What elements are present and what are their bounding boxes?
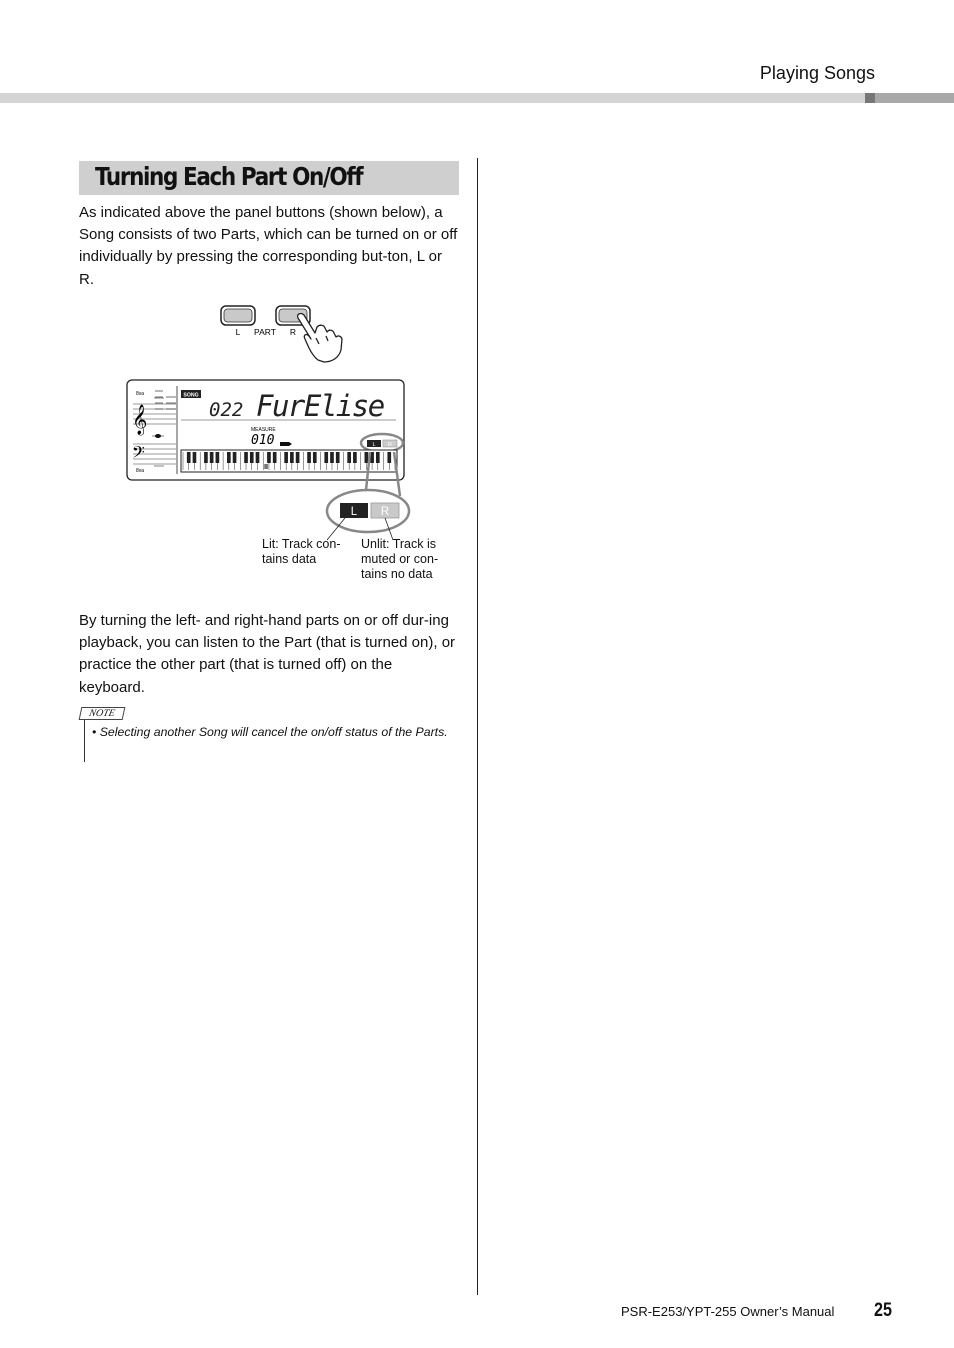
black-key xyxy=(336,452,340,463)
black-key xyxy=(387,452,391,463)
intro-paragraph: As indicated above the panel buttons (shown below), a Song consists of two Parts, which can be turned on or off individually by pressing the corresponding but-ton, L or R. xyxy=(79,204,458,288)
note-badge: NOTE xyxy=(79,707,126,720)
song-name: FurElise xyxy=(256,389,384,423)
black-key xyxy=(250,452,254,463)
svg-text:R: R xyxy=(380,506,390,518)
black-key xyxy=(290,452,294,463)
black-key xyxy=(210,452,214,463)
black-key xyxy=(353,452,357,463)
active-key-marker xyxy=(264,464,268,469)
black-key xyxy=(193,452,197,463)
black-key xyxy=(296,452,300,463)
black-key xyxy=(273,452,277,463)
black-key xyxy=(330,452,334,463)
note-head-icon xyxy=(155,434,161,438)
svg-text:R: R xyxy=(388,442,392,448)
song-badge-label: SONG xyxy=(183,392,199,399)
black-key xyxy=(256,452,260,463)
lcd-display xyxy=(127,380,404,480)
song-number: 022 xyxy=(209,399,244,421)
treble-clef-icon: 𝄞 xyxy=(132,405,148,435)
section-title: Turning Each Part On/Off xyxy=(95,162,363,191)
running-header: Playing Songs xyxy=(759,63,875,83)
black-key xyxy=(324,452,328,463)
footer-manual-title: PSR-E253/YPT-255 Owner’s Manual xyxy=(621,1304,835,1319)
note-bar xyxy=(84,720,85,762)
callout-lit: Lit: Track con-tains data xyxy=(262,537,341,566)
black-key xyxy=(216,452,220,463)
black-key xyxy=(313,452,317,463)
measure-label: MEASURE xyxy=(251,427,276,433)
body-paragraph: By turning the left- and right-hand parts on or off dur-ing playback, you can listen to the Part (that is turned on), or practice the other part (that is turned off) on the keyboard. xyxy=(79,612,456,696)
note-text: • Selecting another Song will cancel the on/off status of the Parts. xyxy=(92,725,448,739)
black-key xyxy=(187,452,191,463)
black-key xyxy=(204,452,208,463)
black-key xyxy=(284,452,288,463)
black-key xyxy=(307,452,311,463)
measure-value: 010 xyxy=(251,433,275,448)
panel-label-part: PART xyxy=(254,327,276,337)
panel-label-l: L xyxy=(235,327,241,337)
svg-text:L: L xyxy=(350,506,358,518)
octave-up-label: 8va xyxy=(136,391,145,397)
page-number: 25 xyxy=(874,1300,892,1321)
panel-label-r: R xyxy=(289,327,297,337)
bass-clef-icon: 𝄢 xyxy=(132,442,145,466)
svg-text:L: L xyxy=(372,442,376,448)
black-key xyxy=(244,452,248,463)
black-key xyxy=(267,452,271,463)
black-key xyxy=(376,452,380,463)
black-key xyxy=(365,452,369,463)
black-key xyxy=(227,452,231,463)
part-l-button[interactable] xyxy=(224,309,252,322)
pressing-hand-icon xyxy=(298,314,342,362)
octave-down-label: 8va xyxy=(136,468,145,474)
black-key xyxy=(347,452,351,463)
part-panel xyxy=(221,306,310,337)
black-key xyxy=(233,452,237,463)
callout-unlit: Unlit: Track is muted or con-tains no data xyxy=(361,537,439,581)
zoomed-part-indicator xyxy=(327,490,409,540)
